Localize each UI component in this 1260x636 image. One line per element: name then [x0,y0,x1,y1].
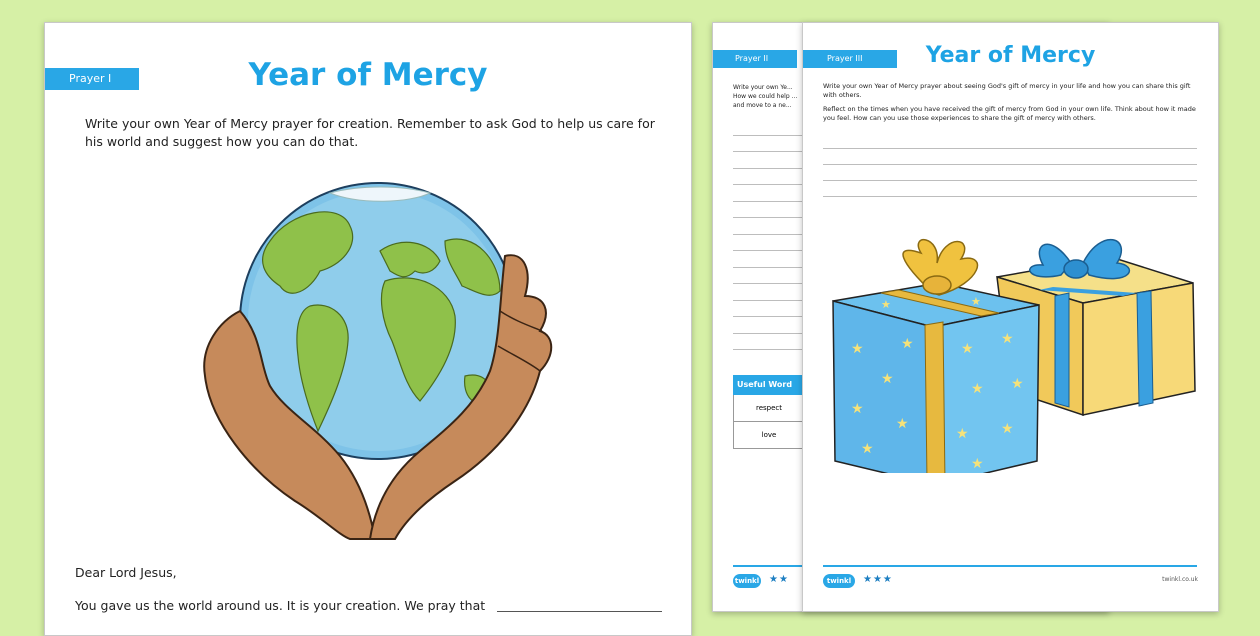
svg-text:★: ★ [961,341,974,357]
worksheet-page-prayer-1 [44,22,692,636]
useful-words-table [733,375,805,449]
answer-line[interactable] [497,611,662,612]
globe-in-hands-illustration [200,171,560,541]
svg-text:★: ★ [851,341,864,357]
twinkl-logo: twinkl [733,574,761,588]
footer-bar [733,565,803,567]
worksheet-page-prayer-3 [802,22,1219,612]
footer-bar [823,565,1197,567]
svg-text:★: ★ [971,456,984,472]
salutation-text: Dear Lord Jesus, [75,565,177,580]
prayer-start-text: You gave us the world around us. It is your creation. We pray that [75,598,486,613]
prayer-tab-label: Prayer I [45,68,139,90]
instruction-text: Write your own Year of Mercy prayer for creation. Remember to ask God to help us care for his world and suggest how you can do that. [85,116,655,149]
prayer-tab-label: Prayer II [713,50,797,68]
difficulty-stars: ★★ [769,574,789,585]
gift-boxes-illustration [821,213,1201,473]
svg-text:★: ★ [896,416,909,432]
svg-text:★: ★ [971,295,981,308]
useful-word-cell: respect [733,395,805,422]
svg-text:★: ★ [1001,331,1014,347]
svg-text:★: ★ [971,381,984,397]
page-title: Year of Mercy [248,57,488,93]
instruction-text: Write your own Year of Mercy prayer about seeing God's gift of mercy in your life and how you can share this gift with others. [823,82,1191,99]
svg-text:★: ★ [1011,376,1024,392]
footer-url: twinkl.co.uk [1162,576,1198,583]
svg-text:★: ★ [1001,421,1014,437]
svg-text:★: ★ [851,401,864,417]
useful-words-heading: Useful Word [733,375,805,395]
svg-text:★: ★ [881,298,891,311]
svg-text:★: ★ [901,336,914,352]
page-title: Year of Mercy [925,43,1096,68]
reflection-text: Reflect on the times when you have received the gift of mercy from God in your own life. Think about how it made you feel. How can you use those experiences to share the gift of mercy with others. [823,105,1196,122]
twinkl-logo: twinkl [823,574,855,588]
prayer-tab-label: Prayer III [803,50,897,68]
svg-text:★: ★ [956,426,969,442]
svg-text:★: ★ [861,441,874,457]
difficulty-stars: ★★★ [863,574,893,585]
instruction-text: Write your own Ye... How we could help ... and move to a ne... [733,84,798,109]
useful-word-cell: love [733,422,805,449]
svg-text:★: ★ [881,371,894,387]
